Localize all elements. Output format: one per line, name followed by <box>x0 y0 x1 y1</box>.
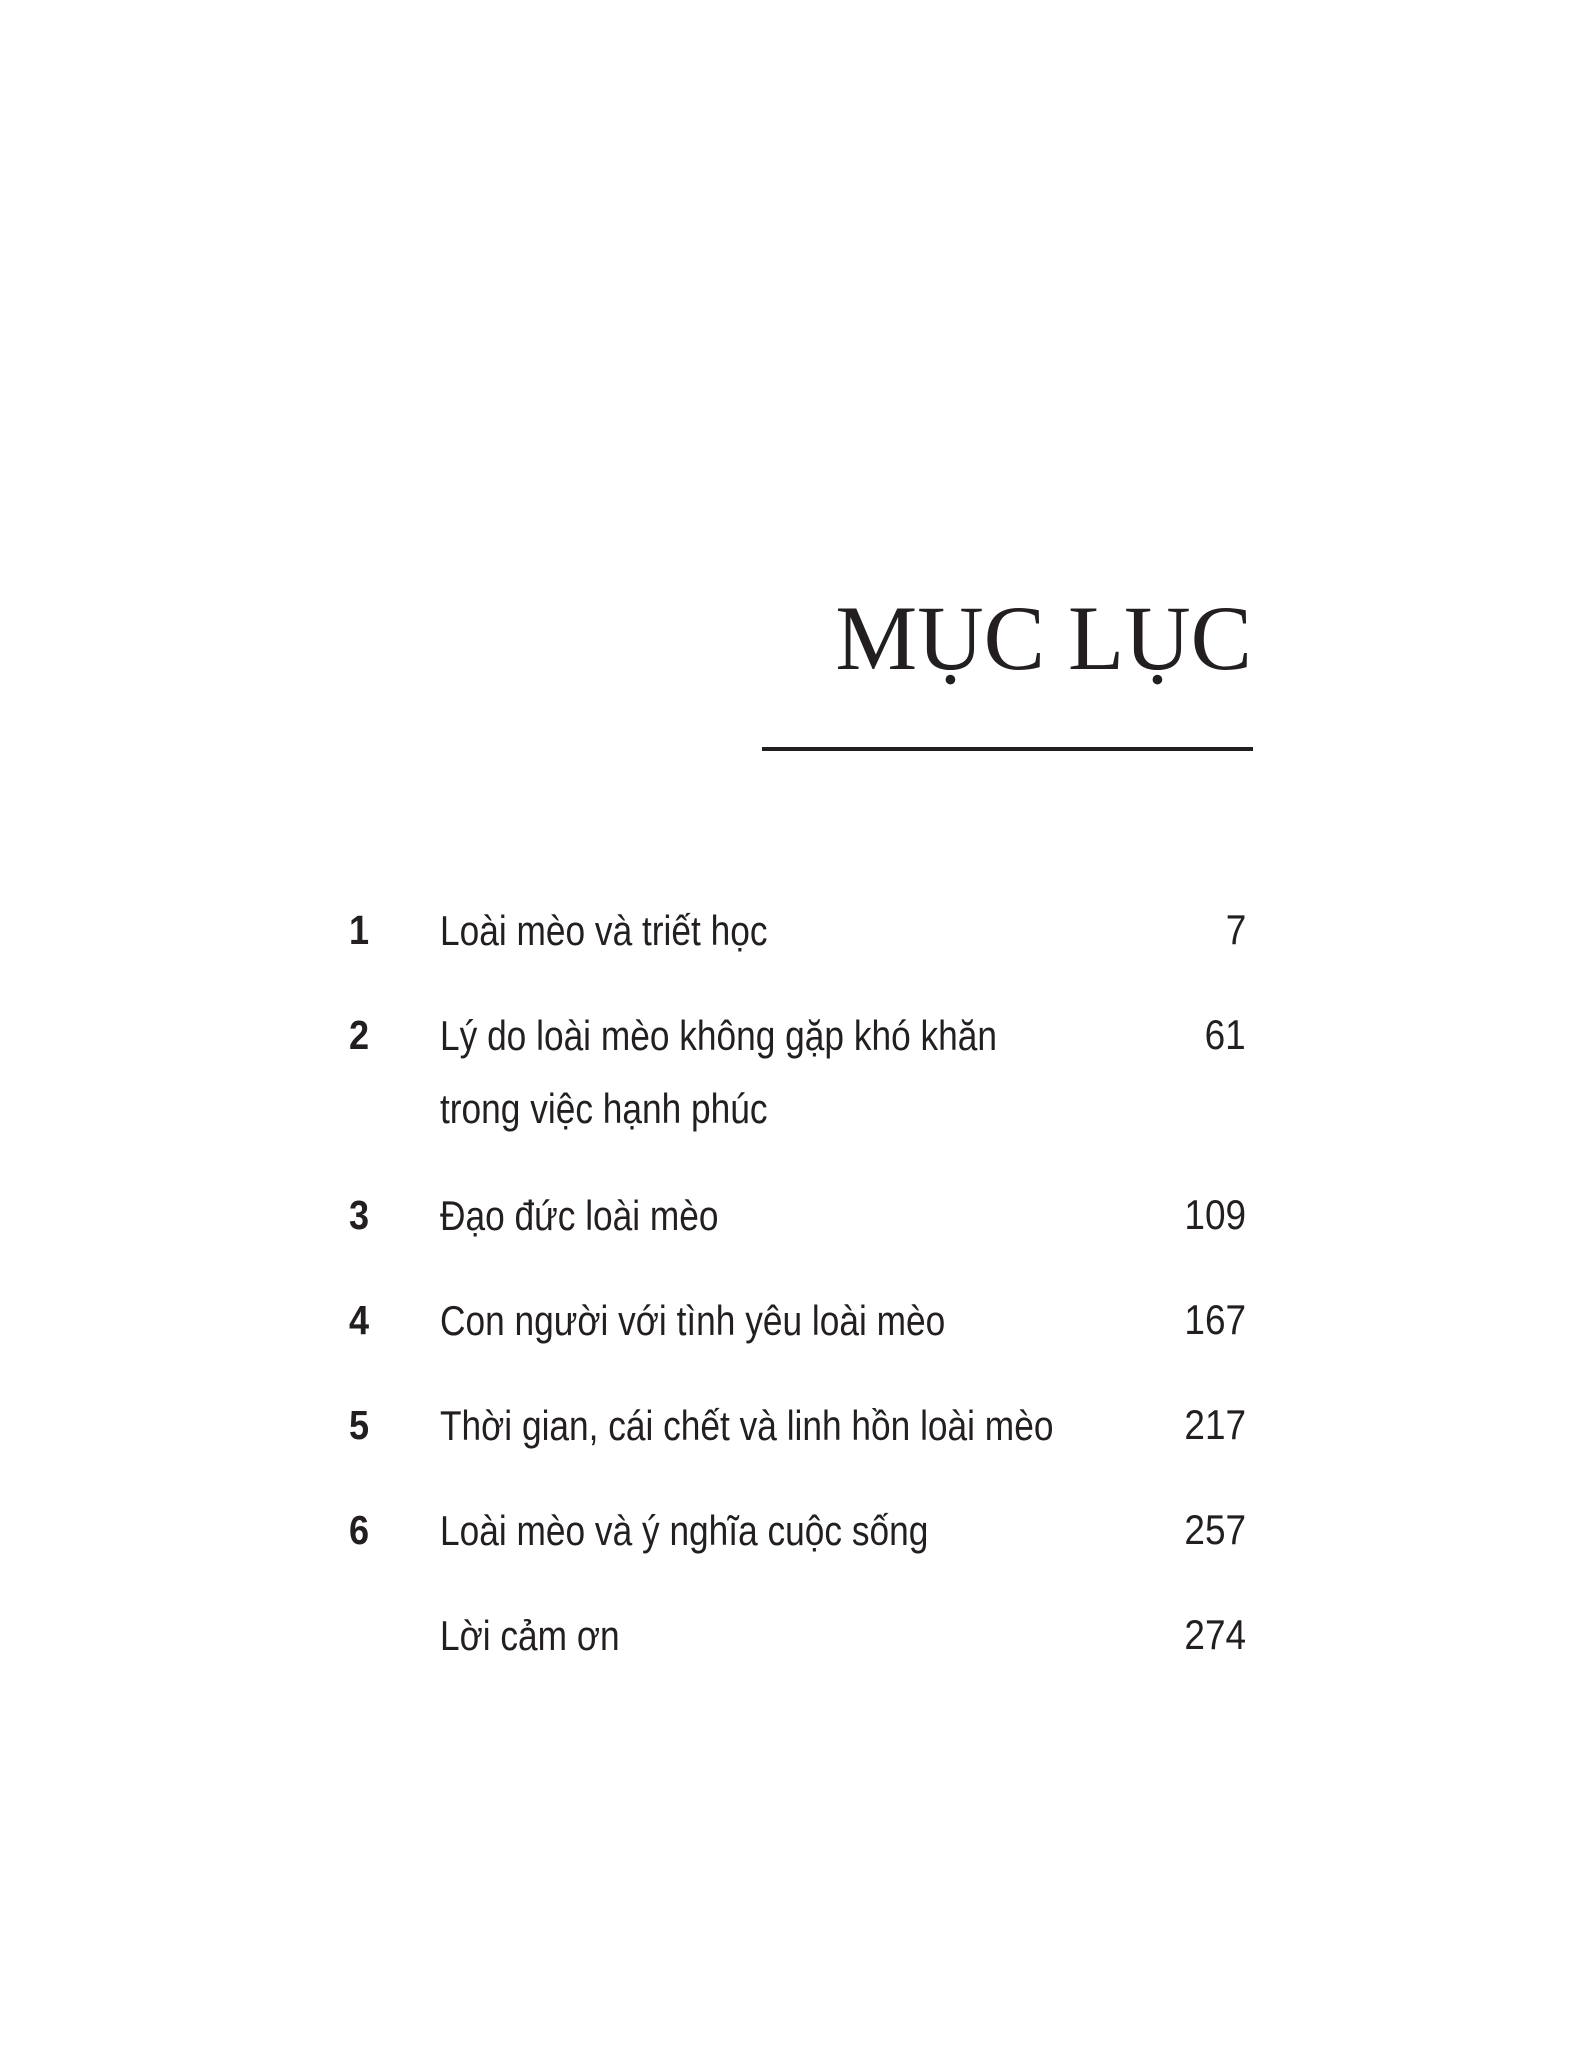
chapter-title <box>440 1599 1129 1672</box>
toc-entry-1[interactable] <box>340 900 1246 960</box>
page-number: 217 <box>1184 1401 1246 1448</box>
toc-entry-3[interactable] <box>340 1185 1246 1245</box>
chapter-title-line: Đạo đức loài mèo <box>440 1192 719 1239</box>
chapter-title-line: Con người với tình yêu loài mèo <box>440 1297 946 1344</box>
chapter-number: 3 <box>349 1192 370 1238</box>
toc-entry-6[interactable] <box>340 1500 1246 1560</box>
chapter-title-line: Thời gian, cái chết và linh hồn loài mèo <box>440 1402 1054 1449</box>
chapter-title <box>440 1494 1129 1567</box>
chapter-title-line: trong việc hạnh phúc <box>440 1085 768 1132</box>
page-number: 167 <box>1184 1296 1246 1343</box>
chapter-title <box>440 1389 1129 1462</box>
chapter-title-line: Lời cảm ơn <box>440 1612 620 1659</box>
chapter-title <box>440 894 1129 967</box>
chapter-title-line: Lý do loài mèo không gặp khó khăn <box>440 1012 998 1059</box>
toc-entry-4[interactable] <box>340 1290 1246 1350</box>
page-title: MỤC LỤC <box>835 587 1252 689</box>
page-number: 257 <box>1184 1506 1246 1553</box>
chapter-title <box>440 999 1129 1145</box>
chapter-number: 4 <box>349 1297 370 1343</box>
page-number: 7 <box>1225 906 1246 953</box>
chapter-title-line: Loài mèo và triết học <box>440 907 768 954</box>
page-number: 109 <box>1184 1191 1246 1238</box>
chapter-number: 6 <box>349 1507 370 1553</box>
chapter-title <box>440 1284 1129 1357</box>
chapter-title <box>440 1179 1129 1252</box>
page-number: 61 <box>1204 1011 1246 1058</box>
toc-entry-acknowledgements[interactable] <box>340 1605 1246 1665</box>
chapter-number: 5 <box>349 1402 370 1448</box>
chapter-title-line: Loài mèo và ý nghĩa cuộc sống <box>440 1507 929 1554</box>
toc-entry-2[interactable] <box>340 1005 1246 1138</box>
title-divider <box>762 747 1253 751</box>
toc-entry-5[interactable] <box>340 1395 1246 1455</box>
page-number: 274 <box>1184 1611 1246 1658</box>
chapter-number: 1 <box>349 907 370 953</box>
chapter-number: 2 <box>349 1012 370 1058</box>
